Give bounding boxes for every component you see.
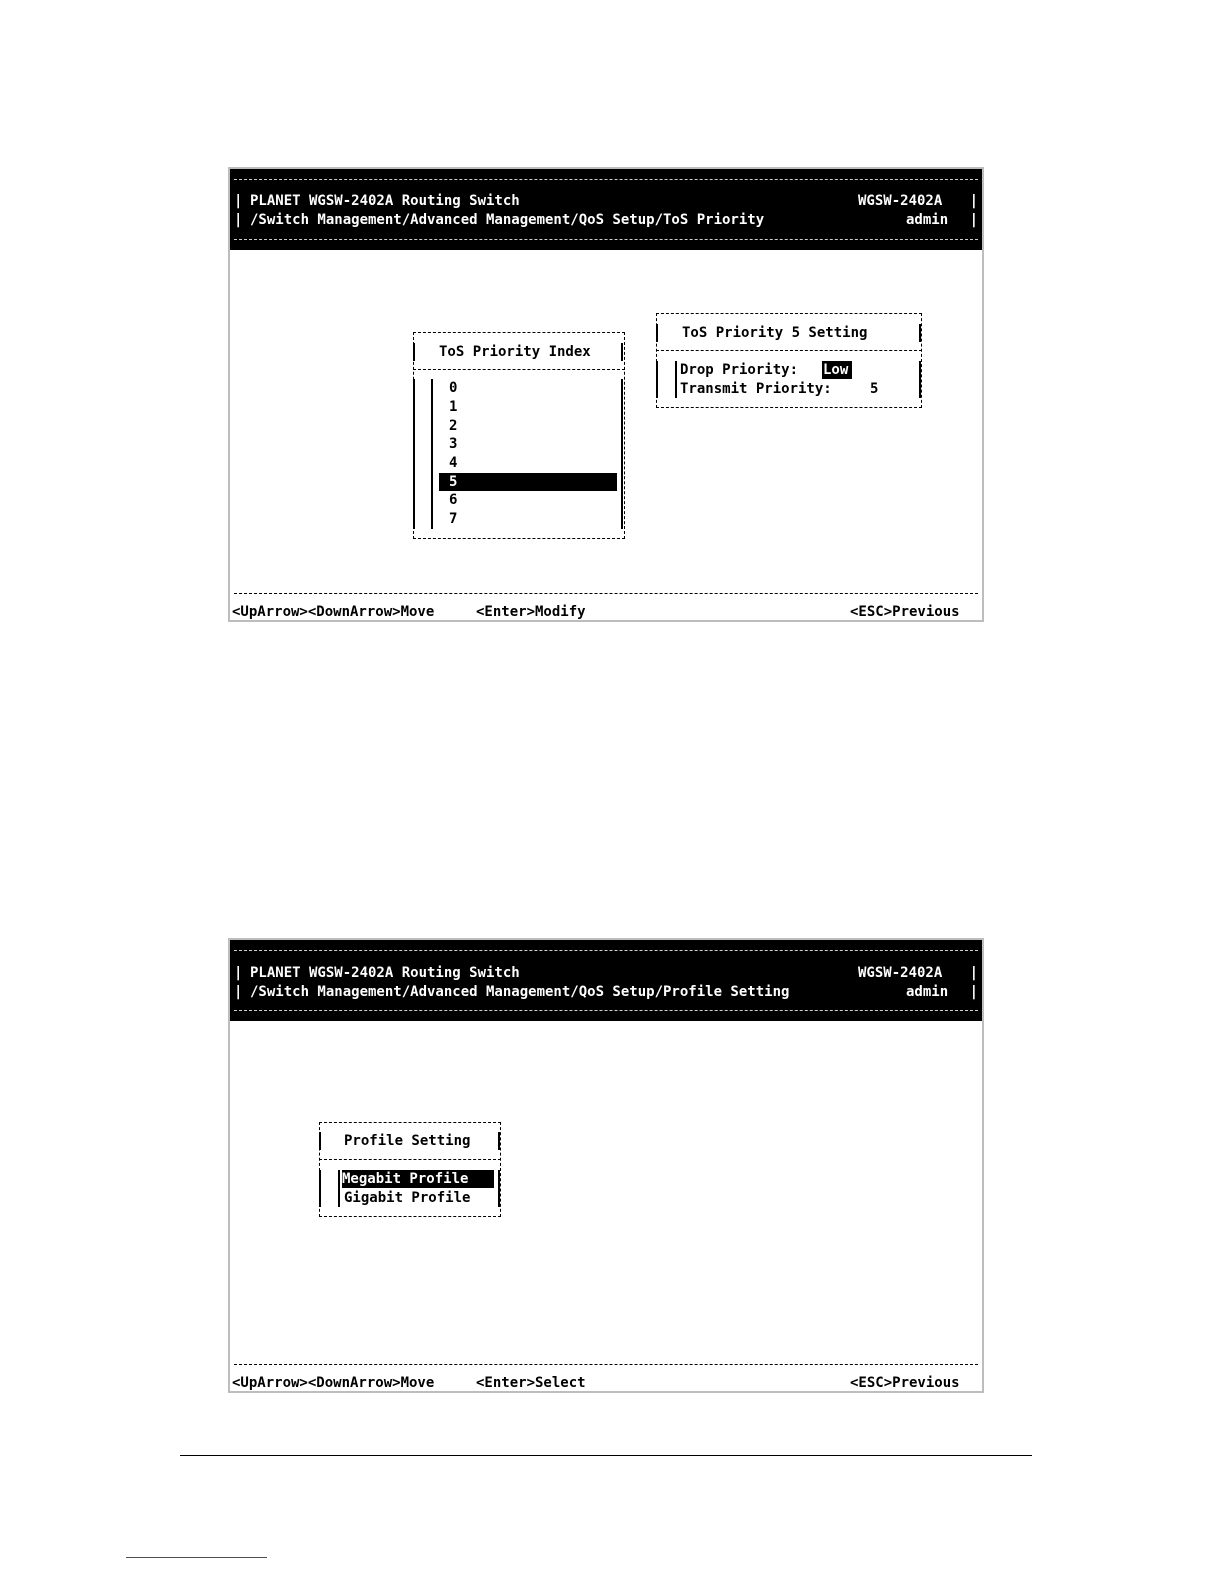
select-hint: <Enter>Select (476, 1375, 586, 1391)
list-item[interactable]: 2 (449, 418, 458, 434)
list-item[interactable]: 1 (449, 399, 458, 415)
previous-hint: <ESC>Previous (850, 604, 960, 620)
move-hint: <UpArrow><DownArrow>Move (232, 1375, 435, 1391)
list-item[interactable]: 4 (449, 455, 458, 471)
previous-hint: <ESC>Previous (850, 1375, 960, 1391)
modify-hint: <Enter>Modify (476, 604, 586, 620)
page-divider (180, 1455, 1032, 1456)
terminal-header: | | | | PLANET WGSW-2402A Routing Switch WGSW-2402A /Switch Management/Advanced Management/QoS Setup/Profile Setting admin (230, 940, 982, 1021)
terminal-header: | | | | PLANET WGSW-2402A Routing Switch WGSW-2402A /Switch Management/Advanced Management/QoS Setup/ToS Priority admin (230, 169, 982, 250)
list-item[interactable]: 6 (449, 492, 458, 508)
app-title: PLANET WGSW-2402A Routing Switch (250, 965, 520, 981)
list-item[interactable]: 0 (449, 380, 458, 396)
megabit-profile-item[interactable]: Megabit Profile (342, 1170, 494, 1188)
selected-list-item[interactable]: 5 (439, 473, 617, 491)
breadcrumb: /Switch Management/Advanced Management/QoS Setup/Profile Setting (250, 984, 790, 1000)
list-item[interactable]: 3 (449, 436, 458, 452)
drop-priority-field[interactable]: Low (822, 361, 852, 379)
list-item[interactable]: 7 (449, 511, 458, 527)
breadcrumb: /Switch Management/Advanced Management/QoS Setup/ToS Priority (250, 212, 765, 228)
transmit-priority-field[interactable]: 5 (870, 381, 879, 397)
move-hint: <UpArrow><DownArrow>Move (232, 604, 435, 620)
model-name: WGSW-2402A (858, 193, 943, 209)
tos-index-title: ToS Priority Index (439, 344, 591, 360)
user-name: admin (906, 984, 949, 1000)
profile-setting-title: Profile Setting (344, 1133, 471, 1149)
app-title: PLANET WGSW-2402A Routing Switch (250, 193, 520, 209)
user-name: admin (906, 212, 949, 228)
transmit-priority-label: Transmit Priority: (680, 381, 832, 397)
tos-priority-terminal (228, 167, 984, 622)
model-name: WGSW-2402A (858, 965, 943, 981)
drop-priority-label: Drop Priority: (680, 362, 799, 378)
gigabit-profile-item[interactable]: Gigabit Profile (344, 1190, 471, 1206)
footer-link-underline[interactable] (126, 1557, 267, 1558)
tos-setting-title: ToS Priority 5 Setting (682, 325, 868, 341)
profile-setting-terminal (228, 938, 984, 1393)
